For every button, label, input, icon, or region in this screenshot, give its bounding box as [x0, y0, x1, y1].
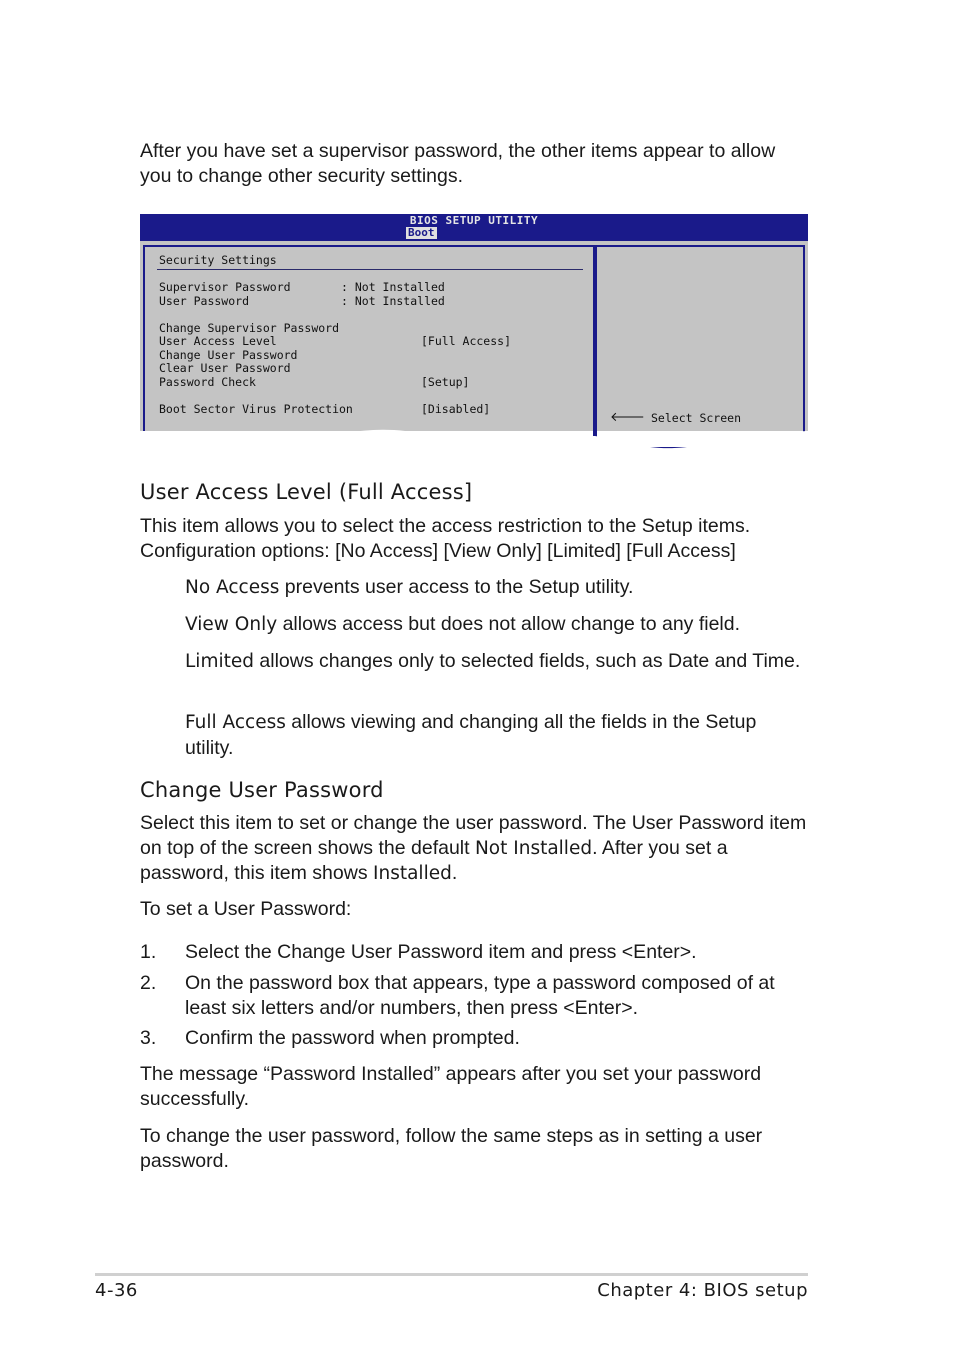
- bios-row-change-user-password[interactable]: Change User Password: [159, 348, 298, 362]
- footer-rule: [95, 1273, 808, 1276]
- bios-title-bar: [140, 214, 808, 241]
- bios-row-user-access-level[interactable]: User Access Level: [159, 334, 277, 348]
- page-number: 4-36: [95, 1280, 138, 1301]
- heading-change-user-password: Change User Password: [140, 778, 384, 802]
- bios-row-supervisor-password[interactable]: Supervisor Password: [159, 280, 291, 294]
- installed-message-paragraph: The message “Password Installed” appears after you set your password successfully.: [140, 1063, 762, 1110]
- access-level-description: This item allows you to select the access restriction to the Setup items. Configuration options: [No Access] [View Only] [Limited] [Full Access]: [140, 515, 751, 562]
- bios-help-select-screen: Select Screen: [651, 411, 742, 425]
- bios-screenshot: [140, 214, 808, 454]
- bios-value-user-access-level: [Full Access]: [421, 334, 512, 348]
- arrow-left-icon: 🡐: [610, 410, 645, 425]
- step-number: 2.: [140, 972, 157, 994]
- step-text: On the password box that appears, type a password composed of at least six letters and/or numbers, then press <Enter>.: [185, 972, 775, 1019]
- bios-value-password-check: [Setup]: [421, 375, 470, 389]
- intro-paragraph: After you have set a supervisor password, the other items appear to allow you to change other security settings.: [140, 140, 776, 187]
- torn-edge: [140, 411, 808, 454]
- bios-value-user-password: : Not Installed: [341, 294, 445, 308]
- step-number: 1.: [140, 941, 157, 963]
- bios-value-boot-sector-virus-protection: [Disabled]: [421, 402, 491, 416]
- heading-user-access-level: User Access Level (Full Access]: [140, 480, 473, 504]
- step-text: Confirm the password when prompted.: [185, 1027, 520, 1049]
- steps-lead: To set a User Password:: [140, 898, 352, 920]
- step-number: 3.: [140, 1027, 157, 1049]
- step-text: Select the Change User Password item and press <Enter>.: [185, 941, 697, 963]
- option-view-only: View Only allows access but does not allow change to any field.: [185, 613, 741, 635]
- bios-tab-boot[interactable]: Boot: [408, 226, 435, 239]
- bios-section-rule: [157, 269, 583, 270]
- bios-row-clear-user-password[interactable]: Clear User Password: [159, 361, 291, 375]
- bios-row-change-supervisor-password[interactable]: Change Supervisor Password: [159, 321, 340, 335]
- change-password-paragraph: To change the user password, follow the same steps as in setting a user password.: [140, 1125, 763, 1172]
- bios-row-user-password[interactable]: User Password: [159, 294, 250, 308]
- bios-value-supervisor-password: : Not Installed: [341, 280, 445, 294]
- bios-title: BIOS SETUP UTILITY: [409, 214, 539, 227]
- chapter-title: Chapter 4: BIOS setup: [597, 1280, 808, 1301]
- option-no-access: No Access prevents user access to the Setup utility.: [185, 576, 634, 598]
- option-limited: Limited allows changes only to selected fields, such as Date and Time.: [185, 650, 801, 672]
- option-full-access: Full Access allows viewing and changing all the fields in the Setup utility.: [185, 711, 757, 759]
- change-password-description: Select this item to set or change the user password. The User Password item on top of the screen shows the default Not Installed. After you set a password, this item shows Installed.: [140, 812, 807, 884]
- bios-section-title: Security Settings: [159, 253, 277, 267]
- bios-body: [140, 241, 808, 431]
- bios-row-boot-sector-virus-protection[interactable]: Boot Sector Virus Protection: [159, 402, 353, 416]
- bios-row-password-check[interactable]: Password Check: [159, 375, 256, 389]
